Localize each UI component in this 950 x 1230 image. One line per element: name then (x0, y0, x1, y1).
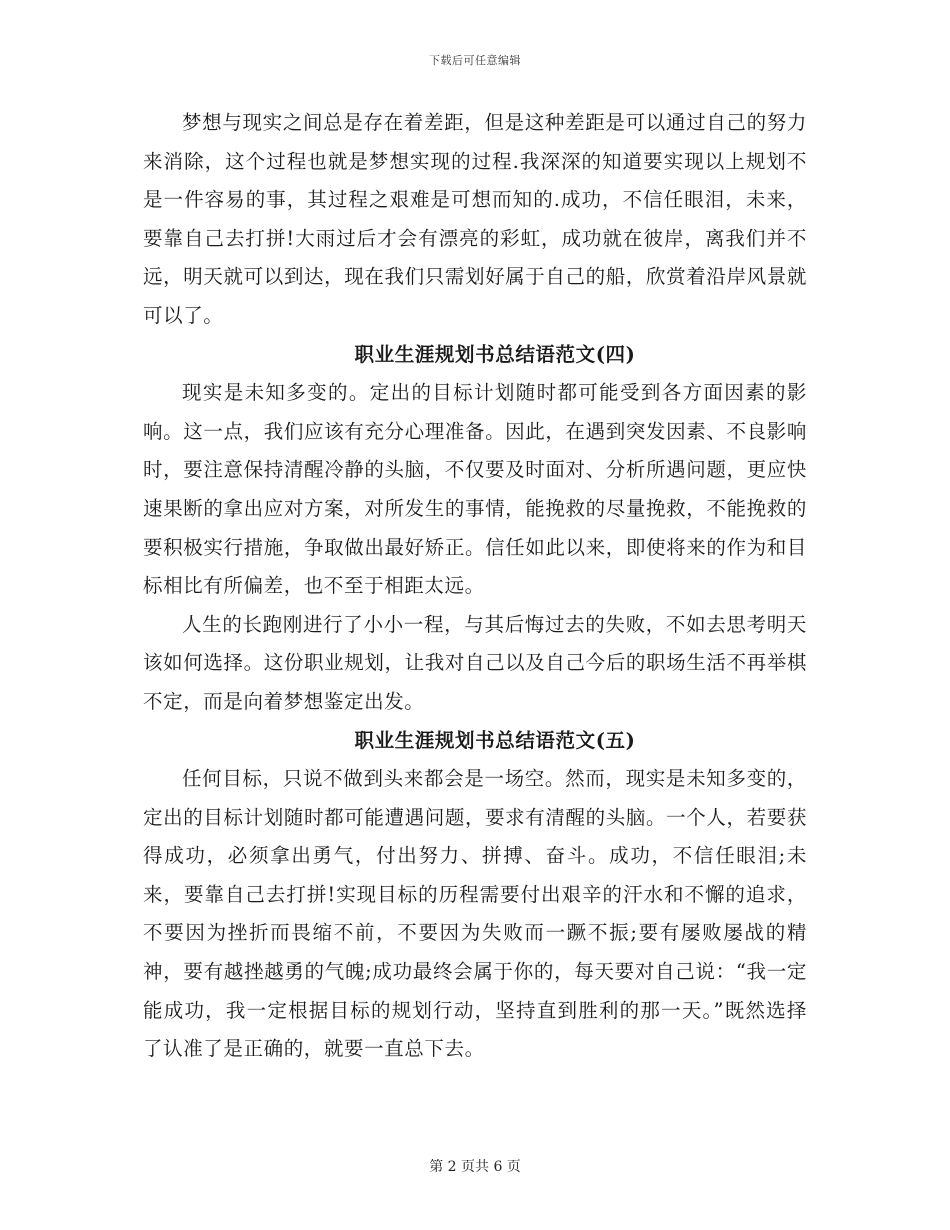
page-footer: 第 2 页共 6 页 (429, 1159, 521, 1175)
page-header: 下载后可任意编辑 (429, 54, 521, 67)
section-heading-4: 职业生涯规划书总结语范文(四) (354, 342, 636, 366)
paragraph-3: 人生的长跑刚进行了小小一程，与其后悔过去的失败，不如去思考明天该如何选择。这份职业规划，让我对自己以及自己今后的职场生活不再举棋不定，而是向着梦想鉴定出发。 (143, 612, 807, 713)
section-heading-5: 职业生涯规划书总结语范文(五) (354, 728, 636, 752)
paragraph-4: 任何目标，只说不做到头来都会是一场空。然而，现实是未知多变的，定出的目标计划随时都可能遭遇问题，要求有清醒的头脑。一个人，若要获得成功，必须拿出勇气，付出努力、拼搏、奋斗。成功，不信任眼泪;未来，要靠自己去打拼!实现目标的历程需要付出艰辛的汗水和不懈的追求，不要因为挫折而畏缩不前，不要因为失败而一蹶不振;要有屡败屡战的精神，要有越挫越勇的气魄;成功最终会属于你的，每天要对自己说：“我一定能成功，我一定根据目标的规划行动，坚持直到胜利的那一天。”既然选择了认准了是正确的，就要一直总下去。 (143, 767, 807, 1061)
paragraph-1: 梦想与现实之间总是存在着差距，但是这种差距是可以通过自己的努力来消除，这个过程也就是梦想实现的过程.我深深的知道要实现以上规划不是一件容易的事，其过程之艰难是可想而知的.成功，不信任眼泪，未来，要靠自己去打拼!大雨过后才会有漂亮的彩虹，成功就在彼岸，离我们并不远，明天就可以到达，现在我们只需划好属于自己的船，欣赏着沿岸风景就可以了。 (143, 111, 807, 327)
document-body (143, 104, 807, 1069)
paragraph-2: 现实是未知多变的。定出的目标计划随时都可能受到各方面因素的影响。这一点，我们应该有充分心理准备。因此，在遇到突发因素、不良影响时，要注意保持清醒冷静的头脑，不仅要及时面对、分析所遇问题，更应快速果断的拿出应对方案，对所发生的事情，能挽救的尽量挽救，不能挽救的要积极实行措施，争取做出最好矫正。信任如此以来，即使将来的作为和目标相比有所偏差，也不至于相距太远。 (143, 381, 807, 598)
